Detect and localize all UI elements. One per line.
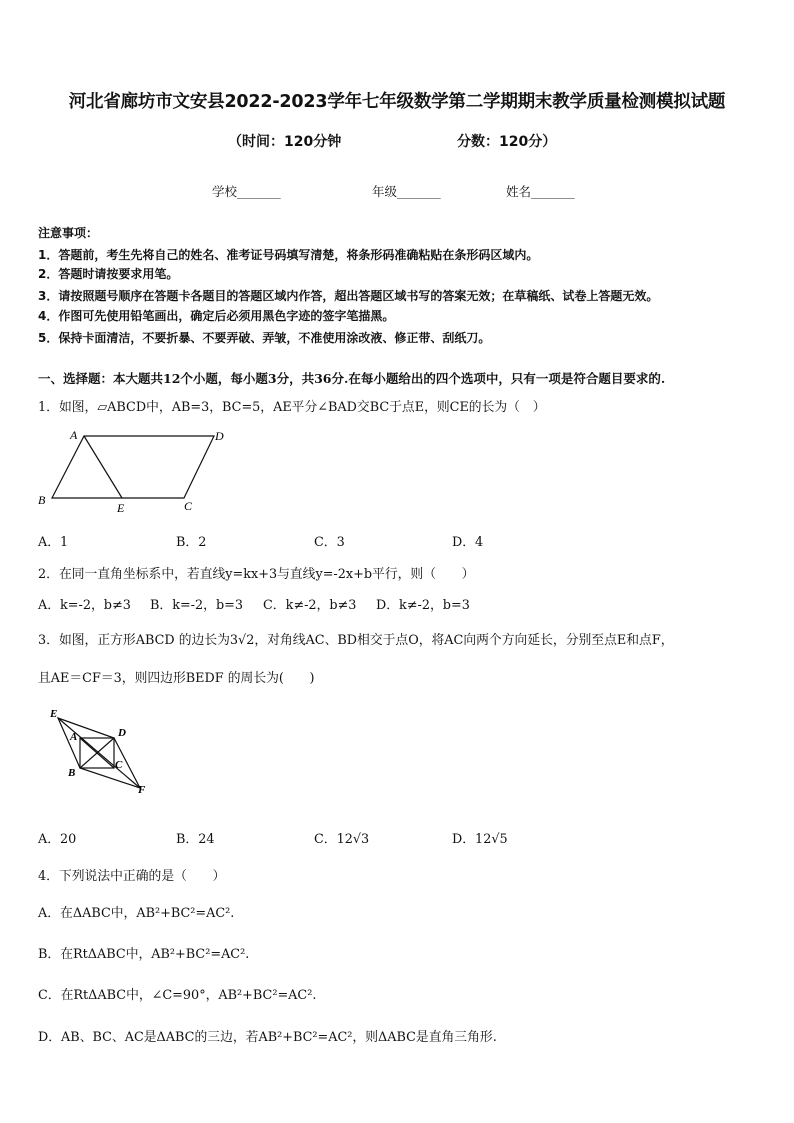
square-rhombus-figure (46, 708, 156, 798)
notes-heading: 注意事项： (38, 226, 99, 240)
note-item: 2．答题时请按要求用笔。 (38, 267, 179, 281)
school-field: 学校_______ (212, 184, 281, 199)
q1-option-c: C．3 (314, 535, 345, 550)
q3-option-b: B．24 (176, 832, 215, 847)
q4-option-a: A．在ΔABC中，AB²+BC²=AC². (38, 906, 235, 921)
point-label-e: E (50, 708, 58, 720)
note-item: 4．作图可先使用铅笔画出，确定后必须用黑色字迹的签字笔描黑。 (38, 309, 395, 323)
section-heading: 一、选择题：本大题共12个小题，每小题3分，共36分.在每小题给出的四个选项中，只有一项是符合题目要求的. (38, 371, 666, 386)
point-label-e: E (117, 501, 125, 515)
q1-option-d: D．4 (452, 535, 484, 550)
q2-option-d: D．k≠-2，b=3 (376, 598, 470, 613)
q2-option-a: A．k=-2，b≠3 (38, 598, 131, 613)
point-label-b: B (68, 767, 76, 779)
q1-option-a: A．1 (38, 535, 69, 550)
q2-stem: 2．在同一直角坐标系中，若直线y=kx+3与直线y=-2x+b平行，则（ ） (38, 567, 475, 582)
point-label-c: C (115, 759, 123, 771)
q3-stem-line1: 3．如图，正方形ABCD 的边长为3√2，对角线AC、BD相交于点O，将AC向两个方向延长，分别至点E和点F， (38, 633, 674, 648)
parallelogram-figure (36, 424, 236, 516)
note-item: 1．答题前，考生先将自己的姓名、准考证号码填写清楚，将条形码准确粘贴在条形码区域内。 (38, 248, 539, 262)
q3-option-d: D．12√5 (452, 832, 508, 847)
q1-stem: 1．如图，▱ABCD中，AB=3，BC=5，AE平分∠BAD交BC于点E，则CE的长为（ ） (38, 400, 546, 415)
point-label-a: A (70, 428, 78, 442)
point-label-b: B (38, 493, 46, 507)
grade-field: 年级_______ (372, 184, 441, 199)
point-label-c: C (184, 499, 193, 513)
q3-stem-line2: 且AE＝CF＝3，则四边形BEDF 的周长为( ) (38, 671, 315, 686)
q4-option-c: C．在RtΔABC中，∠C=90°，AB²+BC²=AC². (38, 988, 317, 1003)
point-label-f: F (138, 784, 146, 796)
q1-option-b: B．2 (176, 535, 207, 550)
point-label-d: D (118, 727, 126, 739)
q4-option-d: D．AB、BC、AC是ΔABC的三边，若AB²+BC²=AC²，则ΔABC是直角三角形. (38, 1030, 497, 1045)
exam-score: 分数：120分） (457, 134, 557, 150)
q4-option-b: B．在RtΔABC中，AB²+BC²=AC². (38, 947, 250, 962)
exam-title: 河北省廊坊市文安县2022-2023学年七年级数学第二学期期末教学质量检测模拟试题 (68, 92, 726, 112)
q2-option-c: C．k≠-2，b≠3 (263, 598, 357, 613)
point-label-d: D (215, 429, 224, 443)
exam-time: （时间：120分钟 (228, 134, 342, 150)
q3-option-c: C．12√3 (314, 832, 370, 847)
point-label-a: A (70, 731, 78, 743)
q2-option-b: B．k=-2，b=3 (150, 598, 243, 613)
name-field: 姓名_______ (506, 184, 575, 199)
note-item: 3．请按照题号顺序在答题卡各题目的答题区域内作答，超出答题区域书写的答案无效；在草稿纸、试卷上答题无效。 (38, 289, 659, 303)
q3-option-a: A．20 (38, 832, 77, 847)
q4-stem: 4．下列说法中正确的是（ ） (38, 869, 226, 884)
note-item: 5．保持卡面清洁，不要折暴、不要弄破、弄皱，不准使用涂改液、修正带、刮纸刀。 (38, 331, 491, 345)
